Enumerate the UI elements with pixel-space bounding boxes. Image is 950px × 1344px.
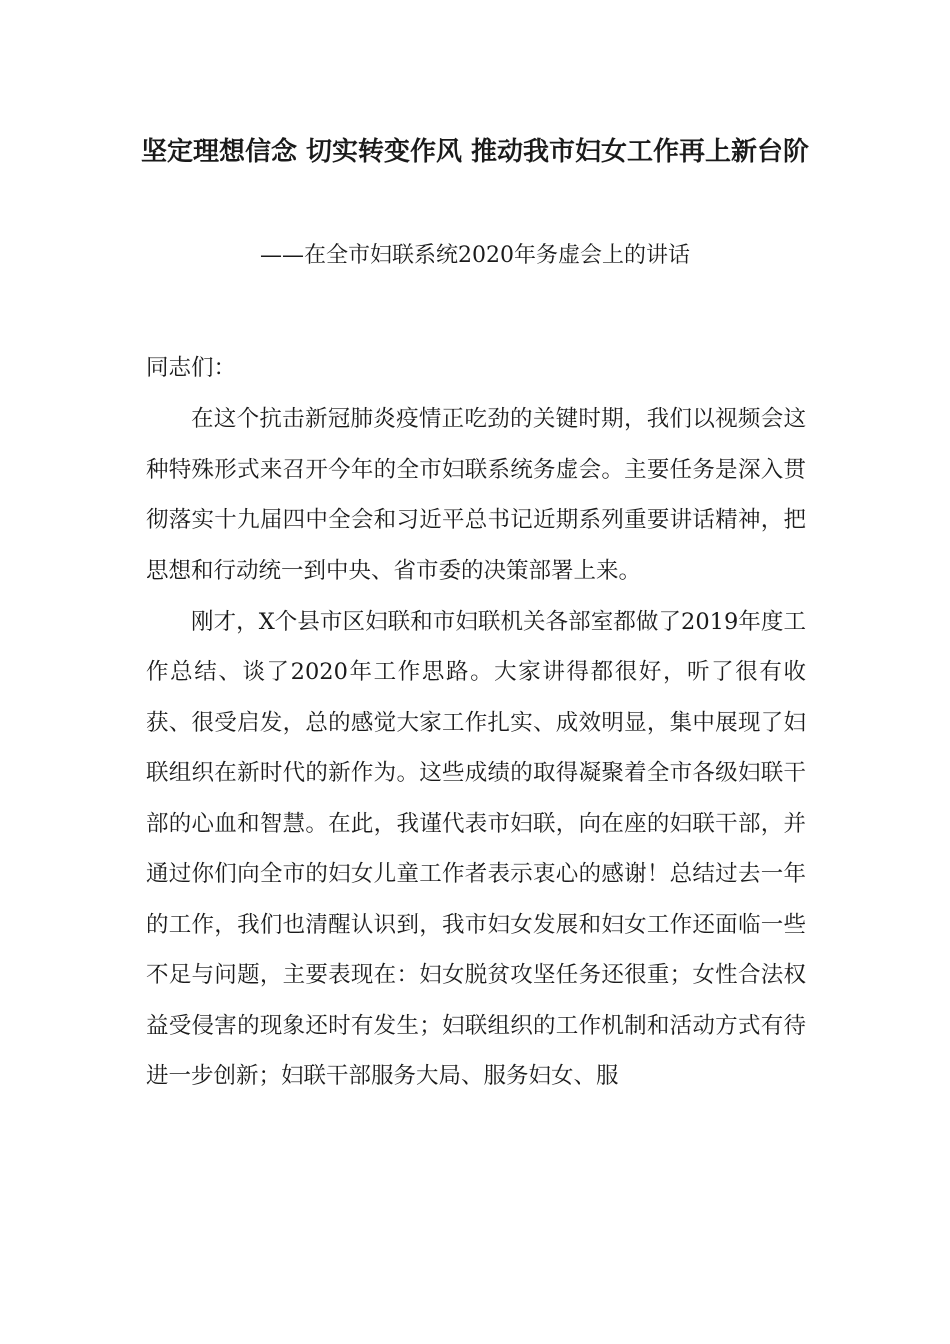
- salutation: 同志们：: [146, 355, 237, 381]
- document-title: 坚定理想信念 切实转变作风 推动我市妇女工作再上新台阶: [140, 137, 810, 167]
- paragraph-1: 在这个抗击新冠肺炎疫情正吃劲的关键时期，我们以视频会这种特殊形式来召开今年的全市妇联系统务虚会。主要任务是深入贯彻落实十九届四中全会和习近平总书记近期系列重要讲话精神，把思想和行动统一到中央、省市委的决策部署上来。: [146, 406, 806, 584]
- document-subtitle: ——在全市妇联系统2020年务虚会上的讲话: [260, 243, 690, 268]
- paragraph-2: 刚才，X个县市区妇联和市妇联机关各部室都做了2019年度工作总结、谈了2020年工作思路。大家讲得都很好，听了很有收获、很受启发，总的感觉大家工作扎实、成效明显，集中展现了妇联组织在新时代的新作为。这些成绩的取得凝聚着全市各级妇联干部的心血和智慧。在此，我谨代表市妇联，向在座的妇联干部，并通过你们向全市的妇女儿童工作者表示衷心的感谢！总结过去一年的工作，我们也清醒认识到，我市妇女发展和妇女工作还面临一些不足与问题，主要表现在：妇女脱贫攻坚任务还很重；女性合法权益受侵害的现象还时有发生；妇联组织的工作机制和活动方式有待进一步创新；妇联干部服务大局、服务妇女、服: [146, 608, 806, 1089]
- document-body: [146, 343, 806, 1102]
